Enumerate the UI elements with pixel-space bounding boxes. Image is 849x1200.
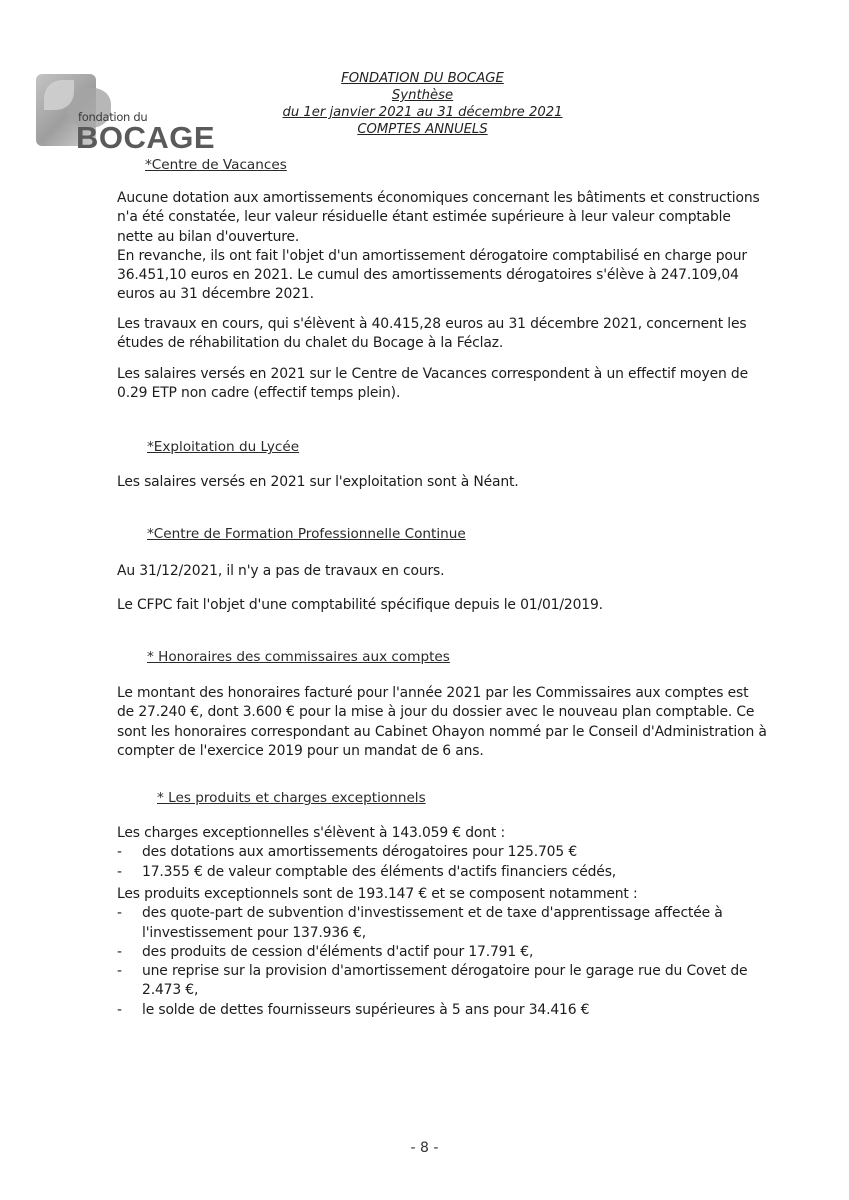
logo-small-text: fondation du (78, 110, 148, 124)
header-title: FONDATION DU BOCAGE (341, 71, 504, 86)
list-item: - le solde de dettes fournisseurs supérieures à 5 ans pour 34.416 € (117, 1001, 767, 1020)
document-header (230, 70, 615, 138)
cfpc-travaux-text: Au 31/12/2021, il n'y a pas de travaux en cours. (117, 563, 445, 579)
amortissement-text: Aucune dotation aux amortissements économiques concernant les bâtiments et constructions n'a été constatée, leur valeur résiduelle étant estimée supérieure à leur valeur comptable nette au bilan d'ouverture. (117, 190, 760, 245)
centre-vacances-paragraph-1 (117, 189, 767, 305)
section-title-exceptionnels: * Les produits et charges exceptionnels (157, 790, 426, 806)
header-subtitle: Synthèse (391, 88, 454, 103)
salaires-centre-text: Les salaires versés en 2021 sur le Centre de Vacances correspondent à un effectif moyen de 0.29 ETP non cadre (effectif temps plein). (117, 366, 748, 402)
section-title-lycee: *Exploitation du Lycée (147, 439, 300, 455)
logo-big-text: BOCAGE (76, 120, 216, 155)
list-item: - des produits de cession d'éléments d'actif pour 17.791 €, (117, 943, 767, 962)
header-doc-type: COMPTES ANNUELS (357, 122, 488, 137)
charges-intro: Les charges exceptionnelles s'élèvent à 143.059 € dont : (117, 825, 506, 841)
derogatoire-text: En revanche, ils ont fait l'objet d'un amortissement dérogatoire comptabilisé en charge pour 36.451,10 euros en 2021. Le cumul des amortissements dérogatoires s'élève à 247.109,04 euros au 31 décembre 2021. (117, 247, 747, 303)
charges-list (117, 843, 767, 882)
list-item: - des dotations aux amortissements dérogatoires pour 125.705 € (117, 843, 767, 862)
section-title-cfpc: *Centre de Formation Professionnelle Continue (147, 526, 466, 542)
section-title-centre-vacances: *Centre de Vacances (145, 157, 287, 173)
list-item: - des quote-part de subvention d'investissement et de taxe d'apprentissage affectée à l'investissement pour 137.936 €, (117, 904, 767, 943)
salaires-lycee-text: Les salaires versés en 2021 sur l'exploitation sont à Néant. (117, 474, 519, 490)
list-item: - 17.355 € de valeur comptable des éléments d'actifs financiers cédés, (117, 863, 767, 882)
header-period: du 1er janvier 2021 au 31 décembre 2021 (282, 105, 563, 120)
produits-intro: Les produits exceptionnels sont de 193.147 € et se composent notamment : (117, 886, 638, 902)
honoraires-text: Le montant des honoraires facturé pour l'année 2021 par les Commissaires aux comptes est de 27.240 €, dont 3.600 € pour la mise à jour du dossier avec le nouveau plan comptable. Ce sont les honoraires correspondant au Cabinet Ohayon nommé par le Conseil d'Administration à compter de l'exercice 2019 pour un mandat de 6 ans. (117, 685, 767, 759)
page-number: - 8 - (410, 1140, 439, 1156)
fondation-logo (36, 74, 216, 155)
travaux-en-cours-text: Les travaux en cours, qui s'élèvent à 40.415,28 euros au 31 décembre 2021, concernent les études de réhabilitation du chalet du Bocage à la Féclaz. (117, 316, 747, 352)
charges-exceptionnelles-block (117, 824, 767, 882)
produits-list (117, 904, 767, 1020)
section-title-honoraires: * Honoraires des commissaires aux comptes (147, 649, 450, 665)
list-item: - une reprise sur la provision d'amortissement dérogatoire pour le garage rue du Covet de 2.473 €, (117, 962, 767, 1001)
produits-exceptionnels-block (117, 885, 767, 1020)
cfpc-comptabilite-text: Le CFPC fait l'objet d'une comptabilité spécifique depuis le 01/01/2019. (117, 597, 603, 613)
